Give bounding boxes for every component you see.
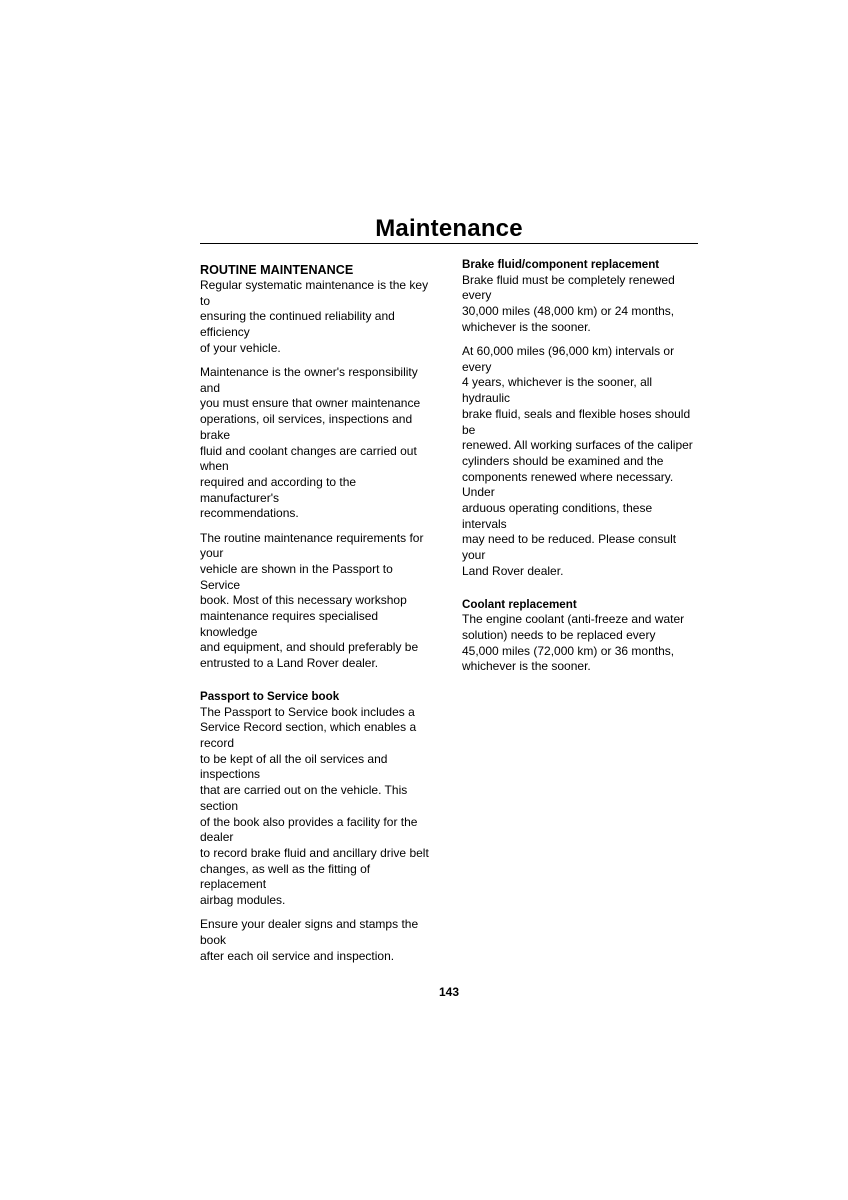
left-column — [200, 262, 436, 973]
sub-heading-passport-to-service: Passport to Service book — [200, 689, 340, 703]
page-title: Maintenance — [375, 215, 523, 242]
right-column — [462, 257, 698, 684]
title-divider — [200, 243, 698, 244]
sub-heading-brake-fluid: Brake fluid/component replacement — [462, 258, 660, 271]
paragraph-owner-responsibility: Maintenance is the owner's responsibility and you must ensure that owner maintenance operations, oil services, inspections and brake fluid and coolant changes are carried out when required and according to the manufacturer's recommendations. — [200, 365, 421, 521]
paragraph-brake-fluid-renewal: Brake fluid must be completely renewed every 30,000 miles (48,000 km) or 24 months, whichever is the sooner. — [462, 272, 675, 334]
section-heading-routine-maintenance: ROUTINE MAINTENANCE — [200, 263, 354, 277]
paragraph-brake-components: At 60,000 miles (96,000 km) intervals or every 4 years, whichever is the sooner, all hydraulic brake fluid, seals and flexible hoses should be renewed. All working surfaces of the caliper cylinders should be examined and the components renewed where necessary. Under arduous operating conditions, these intervals may need to be reduced. Please consult your Land Rover dealer. — [462, 344, 693, 578]
page-number: 143 — [438, 985, 460, 999]
paragraph-intro: Regular systematic maintenance is the key to ensuring the continued reliability and efficiency of your vehicle. — [200, 278, 429, 355]
paragraph-passport-description: The Passport to Service book includes a Service Record section, which enables a record to be kept of all the oil services and inspections that are carried out on the vehicle. This section of the book also provides a facility for the dealer to record brake fluid and ancillary drive belt changes, as well as the fitting of replacement airbag modules. — [200, 704, 429, 908]
paragraph-dealer-signs: Ensure your dealer signs and stamps the book after each oil service and inspection. — [200, 917, 419, 963]
sub-heading-coolant-replacement: Coolant replacement — [462, 597, 577, 611]
paragraph-routine-requirements: The routine maintenance requirements for your vehicle are shown in the Passport to Service book. Most of this necessary workshop maintenance requires specialised knowledge and equipment, and should preferably be entrusted to a Land Rover dealer. — [200, 530, 424, 671]
paragraph-coolant-interval: The engine coolant (anti-freeze and water solution) needs to be replaced every 45,000 miles (72,000 km) or 36 months, whichever is the sooner. — [462, 612, 685, 674]
